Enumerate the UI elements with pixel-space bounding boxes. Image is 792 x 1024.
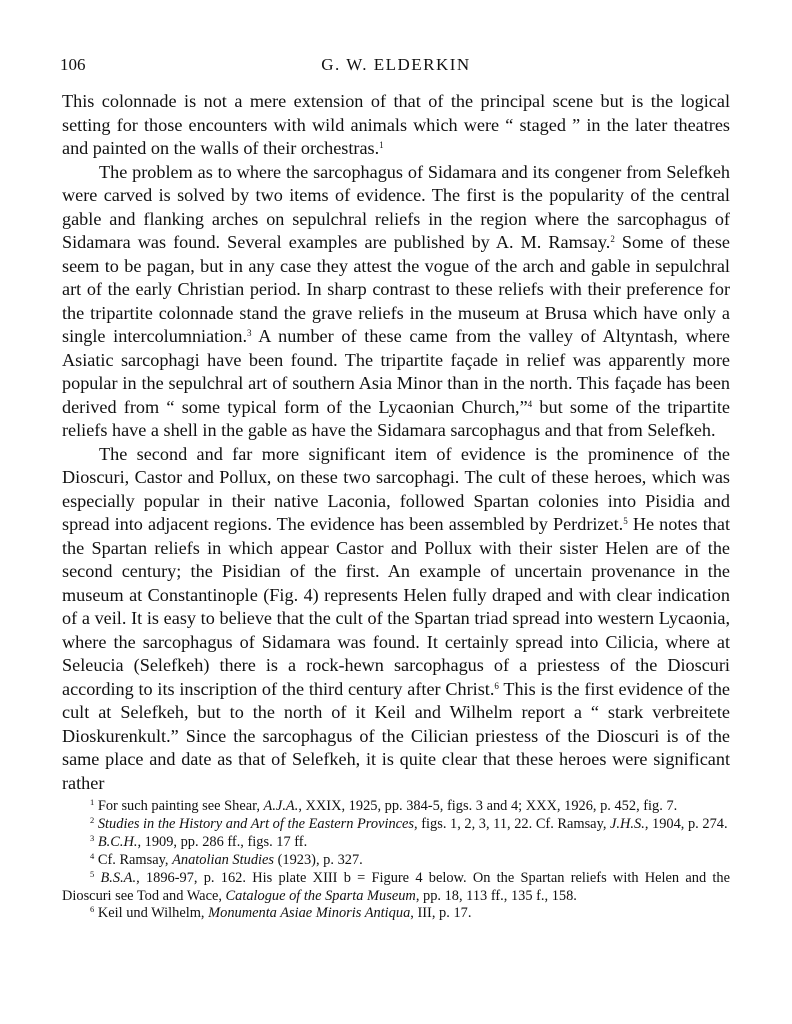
- footnote-reference[interactable]: 5: [623, 516, 628, 526]
- footnote-reference[interactable]: 2: [610, 234, 615, 244]
- footnote: $^2$ Studies in the History and Art of the Eastern Provinces, figs. 1, 2, 3, 11, 22. Cf. Ramsay, J.H.S., 1904, p. 274.: [90, 814, 728, 832]
- footnote: $^1$ For such painting see Shear, A.J.A., XXIX, 1925, pp. 384-5, figs. 3 and 4; XXX, 1926, p. 452, fig. 7.: [90, 797, 678, 814]
- footnote-reference[interactable]: 4: [527, 398, 533, 409]
- footnote-reference[interactable]: 6: [494, 680, 499, 691]
- footnotes: [62, 798, 730, 923]
- page-header: [60, 55, 732, 79]
- footnote: $^3$ B.C.H., 1909, pp. 286 ff., figs. 17 ff.: [90, 832, 308, 850]
- page-number: 106: [60, 55, 86, 74]
- body-text: [62, 90, 730, 795]
- paragraph: The problem as to where the sarcophagus of Sidamara and its congener from Selefkeh were carved is solved by two items of evidence. The first is the popularity of the central gable and flanking arches on sepulchral reliefs in the region where the sarcophagus of Sidamara was found. Several examples are published by A. M. Ramsay.$^2$ Some of these seem to be pagan, but in any case they attest the vogue of the arch and gable in sepulchral art of the early Christian period. In sharp contrast to these reliefs with their preference for the tripartite colonnade stand the grave reliefs in the museum at Brusa which have only a single intercolumniation.$^3$ A number of these came from the valley of Altyntash, where Asiatic sarcophagi have been found. The tripartite façade in relief was apparently more popular in the sepulchral art of southern Asia Minor than in the north. This façade has been derived from “ some typical form of the Lycaonian Church,”$^4$ but some of the tripartite reliefs have a shell in the gable as have the Sidamara sarcophagus and that from Selefkeh.: [62, 161, 731, 440]
- footnote-reference[interactable]: 1: [379, 140, 384, 150]
- footnote-reference[interactable]: 3: [247, 328, 252, 338]
- footnote: $^5$ B.S.A., 1896-97, p. 162. His plate XIII b = Figure 4 below. On the Spartan reliefs with Helen and the Dioscuri see Tod and Wace, Catalogue of the Sparta Museum, pp. 18, 113 ff., 135 f., 158.: [62, 868, 730, 904]
- paragraph: This colonnade is not a mere extension of that of the principal scene but is the logical setting for those encounters with wild animals which were “ staged ” in the later theatres and painted on the walls of their orchestras.$^1$: [62, 91, 730, 158]
- paragraph: The second and far more significant item of evidence is the prominence of the Dioscuri, Castor and Pollux, on these two sarcophagi. The cult of these heroes, which was especially popular in their native Laconia, followed Spartan colonies into Pisidia and spread into adjacent regions. The evidence has been assembled by Perdrizet.$^5$ He notes that the Spartan reliefs in which appear Castor and Pollux with their sister Helen are of the second century; the Pisidian of the first. An example of uncertain provenance in the museum at Constantinople (Fig. 4) represents Helen fully draped and with clear indication of a veil. It is easy to believe that the cult of the Spartan triad spread into western Lycaonia, where the sarcophagus of Sidamara was found. It certainly spread into Cilicia, where at Seleucia (Selefkeh) there is a rock-hewn sarcophagus of a priestess of the Dioscuri according to its inscription of the third century after Christ.$^6$ This is the first evidence of the cult at Selefkeh, but to the north of it Keil and Wilhelm report a “ stark verbreitete Dioskurenkult.” Since the sarcophagus of the Cilician priestess of the Dioscuri is of the same place and date as that of Selefkeh, it is quite clear that these heroes were significant rather: [62, 443, 730, 793]
- running-title: G. W. ELDERKIN: [321, 55, 471, 74]
- footnote: $^4$ Cf. Ramsay, Anatolian Studies (1923), p. 327.: [90, 850, 363, 868]
- footnote: $^6$ Keil und Wilhelm, Monumenta Asiae Minoris Antiqua, III, p. 17.: [90, 904, 472, 922]
